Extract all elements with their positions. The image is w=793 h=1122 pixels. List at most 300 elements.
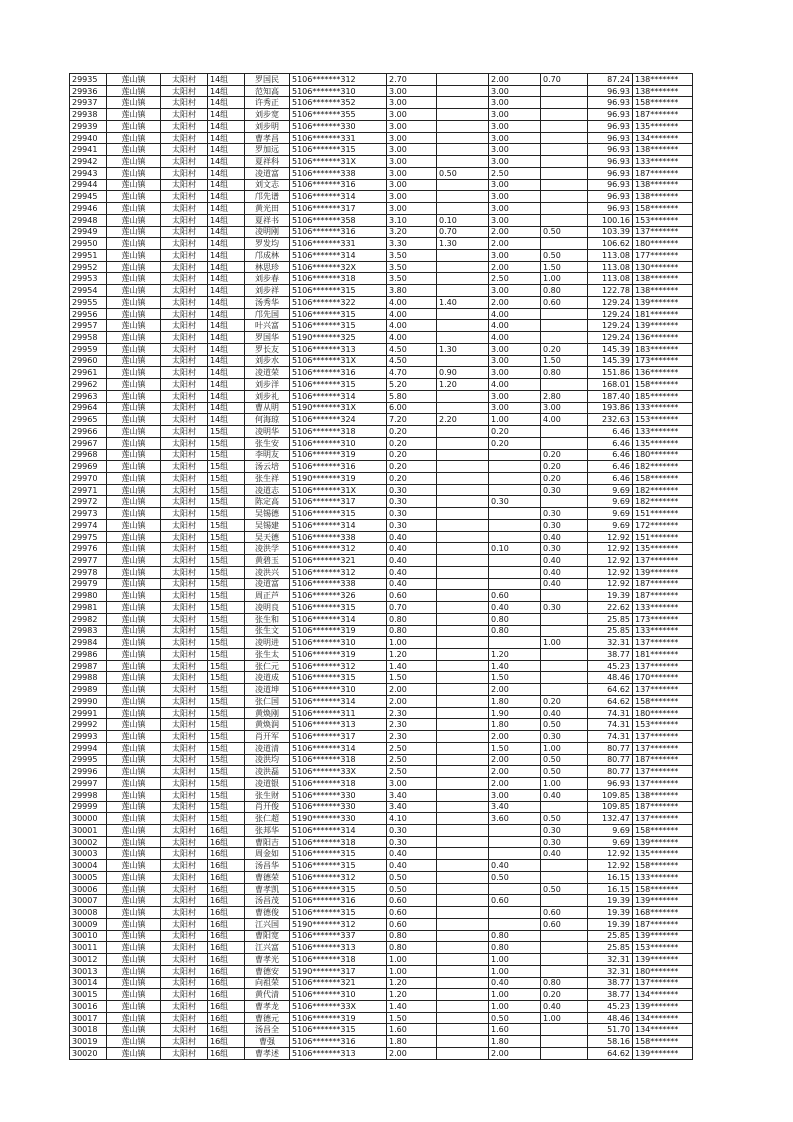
amount-cell: 58.16 <box>588 1036 633 1048</box>
area-c-cell: 0.60 <box>541 918 588 930</box>
town-cell: 莲山镇 <box>107 1001 161 1013</box>
phone-cell: 187******* <box>633 578 693 590</box>
area-a-cell <box>437 402 489 414</box>
town-cell: 莲山镇 <box>107 156 161 168</box>
village-cell: 太阳村 <box>161 484 208 496</box>
record-id-cell: 29953 <box>70 273 107 285</box>
village-cell: 太阳村 <box>161 742 208 754</box>
area-a-cell <box>437 566 489 578</box>
area-c-cell: 0.60 <box>541 296 588 308</box>
amount-cell: 96.93 <box>588 132 633 144</box>
phone-cell: 138******* <box>633 789 693 801</box>
name-cell: 凌道银 <box>245 778 290 790</box>
id-number-cell: 5106*******314 <box>290 613 387 625</box>
phone-cell: 185******* <box>633 390 693 402</box>
town-cell: 莲山镇 <box>107 132 161 144</box>
group-cell: 14组 <box>208 179 245 191</box>
area-a-cell <box>437 285 489 297</box>
area-a-cell <box>437 625 489 637</box>
area-b-cell: 1.40 <box>489 660 541 672</box>
table-row <box>70 742 693 754</box>
record-id-cell: 30001 <box>70 825 107 837</box>
area-b-cell: 2.00 <box>489 1047 541 1059</box>
amount-cell: 80.77 <box>588 742 633 754</box>
id-number-cell: 5106*******324 <box>290 414 387 426</box>
village-cell: 太阳村 <box>161 519 208 531</box>
area-a-cell <box>437 472 489 484</box>
area-b-cell: 1.80 <box>489 719 541 731</box>
village-cell: 太阳村 <box>161 402 208 414</box>
area-c-cell <box>541 684 588 696</box>
id-number-cell: 5106*******311 <box>290 707 387 719</box>
town-cell: 莲山镇 <box>107 120 161 132</box>
data-table <box>69 73 693 1060</box>
phone-cell: 187******* <box>633 801 693 813</box>
area-b-cell: 0.10 <box>489 543 541 555</box>
table-row <box>70 860 693 872</box>
town-cell: 莲山镇 <box>107 695 161 707</box>
id-number-cell: 5106*******315 <box>290 860 387 872</box>
amount-cell: 16.15 <box>588 871 633 883</box>
id-number-cell: 5106*******33X <box>290 766 387 778</box>
area-b-cell <box>489 825 541 837</box>
town-cell: 莲山镇 <box>107 566 161 578</box>
record-id-cell: 30017 <box>70 1012 107 1024</box>
village-cell: 太阳村 <box>161 203 208 215</box>
town-cell: 莲山镇 <box>107 871 161 883</box>
town-cell: 莲山镇 <box>107 813 161 825</box>
group-cell: 14组 <box>208 261 245 273</box>
total-area-cell: 3.00 <box>387 203 437 215</box>
area-a-cell: 0.70 <box>437 226 489 238</box>
area-c-cell: 0.50 <box>541 754 588 766</box>
group-cell: 14组 <box>208 144 245 156</box>
area-c-cell: 0.30 <box>541 519 588 531</box>
phone-cell: 180******* <box>633 238 693 250</box>
group-cell: 14组 <box>208 343 245 355</box>
table-row <box>70 285 693 297</box>
id-number-cell: 5106*******316 <box>290 895 387 907</box>
area-a-cell <box>437 742 489 754</box>
name-cell: 凌洪兴 <box>245 566 290 578</box>
area-c-cell: 0.50 <box>541 766 588 778</box>
area-c-cell <box>541 120 588 132</box>
area-b-cell: 3.00 <box>489 191 541 203</box>
village-cell: 太阳村 <box>161 238 208 250</box>
table-row <box>70 144 693 156</box>
record-id-cell: 29979 <box>70 578 107 590</box>
village-cell: 太阳村 <box>161 531 208 543</box>
group-cell: 14组 <box>208 226 245 238</box>
id-number-cell: 5106*******338 <box>290 578 387 590</box>
area-c-cell <box>541 191 588 203</box>
total-area-cell: 0.70 <box>387 602 437 614</box>
area-b-cell <box>489 918 541 930</box>
area-c-cell <box>541 801 588 813</box>
town-cell: 莲山镇 <box>107 965 161 977</box>
group-cell: 16组 <box>208 836 245 848</box>
area-c-cell: 0.60 <box>541 907 588 919</box>
amount-cell: 129.24 <box>588 320 633 332</box>
table-row <box>70 461 693 473</box>
area-b-cell: 2.00 <box>489 238 541 250</box>
area-c-cell: 3.00 <box>541 402 588 414</box>
area-a-cell <box>437 484 489 496</box>
record-id-cell: 29976 <box>70 543 107 555</box>
town-cell: 莲山镇 <box>107 461 161 473</box>
table-row <box>70 766 693 778</box>
id-number-cell: 5106*******315 <box>290 308 387 320</box>
phone-cell: 158******* <box>633 883 693 895</box>
id-number-cell: 5190*******312 <box>290 918 387 930</box>
amount-cell: 32.31 <box>588 637 633 649</box>
group-cell: 16组 <box>208 895 245 907</box>
name-cell: 凌明良 <box>245 602 290 614</box>
town-cell: 莲山镇 <box>107 273 161 285</box>
village-cell: 太阳村 <box>161 625 208 637</box>
total-area-cell: 4.50 <box>387 355 437 367</box>
amount-cell: 129.24 <box>588 308 633 320</box>
village-cell: 太阳村 <box>161 954 208 966</box>
phone-cell: 158******* <box>633 860 693 872</box>
group-cell: 16组 <box>208 965 245 977</box>
name-cell: 黄焕刚 <box>245 707 290 719</box>
area-b-cell: 1.00 <box>489 954 541 966</box>
amount-cell: 64.62 <box>588 1047 633 1059</box>
group-cell: 16组 <box>208 1047 245 1059</box>
phone-cell: 138******* <box>633 273 693 285</box>
id-number-cell: 5106*******318 <box>290 426 387 438</box>
record-id-cell: 29981 <box>70 602 107 614</box>
town-cell: 莲山镇 <box>107 426 161 438</box>
area-c-cell: 0.50 <box>541 883 588 895</box>
amount-cell: 109.85 <box>588 801 633 813</box>
phone-cell: 138******* <box>633 74 693 86</box>
name-cell: 夏祥书 <box>245 214 290 226</box>
amount-cell: 19.39 <box>588 907 633 919</box>
amount-cell: 145.39 <box>588 343 633 355</box>
record-id-cell: 30000 <box>70 813 107 825</box>
area-c-cell <box>541 871 588 883</box>
village-cell: 太阳村 <box>161 731 208 743</box>
record-id-cell: 29975 <box>70 531 107 543</box>
total-area-cell: 4.00 <box>387 332 437 344</box>
area-c-cell <box>541 437 588 449</box>
town-cell: 莲山镇 <box>107 613 161 625</box>
total-area-cell: 4.70 <box>387 367 437 379</box>
total-area-cell: 1.20 <box>387 977 437 989</box>
group-cell: 15组 <box>208 766 245 778</box>
record-id-cell: 30018 <box>70 1024 107 1036</box>
area-a-cell <box>437 883 489 895</box>
name-cell: 罗国华 <box>245 332 290 344</box>
amount-cell: 64.62 <box>588 684 633 696</box>
phone-cell: 153******* <box>633 414 693 426</box>
phone-cell: 134******* <box>633 1012 693 1024</box>
total-area-cell: 3.40 <box>387 789 437 801</box>
id-number-cell: 5106*******31X <box>290 484 387 496</box>
record-id-cell: 29942 <box>70 156 107 168</box>
village-cell: 太阳村 <box>161 836 208 848</box>
table-row <box>70 836 693 848</box>
phone-cell: 137******* <box>633 766 693 778</box>
area-b-cell <box>489 907 541 919</box>
total-area-cell: 0.30 <box>387 825 437 837</box>
name-cell: 李明友 <box>245 449 290 461</box>
amount-cell: 32.31 <box>588 954 633 966</box>
amount-cell: 19.39 <box>588 590 633 602</box>
area-c-cell <box>541 930 588 942</box>
name-cell: 曹强 <box>245 1036 290 1048</box>
table-row <box>70 484 693 496</box>
table-row <box>70 1012 693 1024</box>
area-a-cell <box>437 74 489 86</box>
group-cell: 15组 <box>208 602 245 614</box>
area-b-cell: 0.30 <box>489 496 541 508</box>
village-cell: 太阳村 <box>161 261 208 273</box>
name-cell: 凌明刚 <box>245 226 290 238</box>
amount-cell: 9.69 <box>588 519 633 531</box>
table-row <box>70 719 693 731</box>
area-c-cell: 0.80 <box>541 977 588 989</box>
record-id-cell: 29992 <box>70 719 107 731</box>
area-c-cell: 0.20 <box>541 343 588 355</box>
area-b-cell <box>489 883 541 895</box>
id-number-cell: 5106*******358 <box>290 214 387 226</box>
area-c-cell <box>541 672 588 684</box>
total-area-cell: 1.60 <box>387 1024 437 1036</box>
area-b-cell <box>489 555 541 567</box>
group-cell: 15组 <box>208 742 245 754</box>
phone-cell: 182******* <box>633 496 693 508</box>
name-cell: 曹孝昌 <box>245 132 290 144</box>
table-row <box>70 74 693 86</box>
area-b-cell: 0.80 <box>489 942 541 954</box>
area-a-cell <box>437 801 489 813</box>
area-c-cell <box>541 426 588 438</box>
table-row <box>70 895 693 907</box>
table-row <box>70 343 693 355</box>
area-a-cell <box>437 778 489 790</box>
village-cell: 太阳村 <box>161 308 208 320</box>
total-area-cell: 3.50 <box>387 273 437 285</box>
id-number-cell: 5106*******314 <box>290 191 387 203</box>
total-area-cell: 0.40 <box>387 848 437 860</box>
table-row <box>70 660 693 672</box>
name-cell: 邝成林 <box>245 250 290 262</box>
total-area-cell: 0.80 <box>387 613 437 625</box>
area-b-cell: 1.00 <box>489 965 541 977</box>
group-cell: 15组 <box>208 660 245 672</box>
record-id-cell: 30004 <box>70 860 107 872</box>
town-cell: 莲山镇 <box>107 343 161 355</box>
area-a-cell <box>437 97 489 109</box>
table-row <box>70 625 693 637</box>
area-c-cell: 0.50 <box>541 250 588 262</box>
total-area-cell: 2.50 <box>387 766 437 778</box>
record-id-cell: 29995 <box>70 754 107 766</box>
record-id-cell: 29957 <box>70 320 107 332</box>
area-a-cell <box>437 332 489 344</box>
area-c-cell <box>541 156 588 168</box>
name-cell: 汤秀华 <box>245 296 290 308</box>
town-cell: 莲山镇 <box>107 414 161 426</box>
table-row <box>70 250 693 262</box>
total-area-cell: 0.40 <box>387 578 437 590</box>
phone-cell: 134******* <box>633 1024 693 1036</box>
area-a-cell <box>437 531 489 543</box>
village-cell: 太阳村 <box>161 472 208 484</box>
table-row <box>70 508 693 520</box>
total-area-cell: 0.60 <box>387 895 437 907</box>
area-b-cell: 1.50 <box>489 742 541 754</box>
area-c-cell <box>541 648 588 660</box>
amount-cell: 12.92 <box>588 531 633 543</box>
table-row <box>70 590 693 602</box>
phone-cell: 173******* <box>633 613 693 625</box>
record-id-cell: 29951 <box>70 250 107 262</box>
record-id-cell: 29993 <box>70 731 107 743</box>
name-cell: 罗加远 <box>245 144 290 156</box>
village-cell: 太阳村 <box>161 684 208 696</box>
town-cell: 莲山镇 <box>107 778 161 790</box>
town-cell: 莲山镇 <box>107 860 161 872</box>
name-cell: 凌道富 <box>245 578 290 590</box>
id-number-cell: 5190*******31X <box>290 402 387 414</box>
town-cell: 莲山镇 <box>107 825 161 837</box>
total-area-cell: 0.50 <box>387 871 437 883</box>
area-c-cell: 4.00 <box>541 414 588 426</box>
amount-cell: 9.69 <box>588 508 633 520</box>
total-area-cell: 1.20 <box>387 648 437 660</box>
name-cell: 吴天德 <box>245 531 290 543</box>
area-a-cell <box>437 789 489 801</box>
record-id-cell: 29945 <box>70 191 107 203</box>
area-c-cell <box>541 144 588 156</box>
area-a-cell <box>437 1047 489 1059</box>
record-id-cell: 29950 <box>70 238 107 250</box>
group-cell: 14组 <box>208 296 245 308</box>
total-area-cell: 0.20 <box>387 449 437 461</box>
amount-cell: 96.93 <box>588 191 633 203</box>
phone-cell: 180******* <box>633 707 693 719</box>
total-area-cell: 0.80 <box>387 930 437 942</box>
name-cell: 黄光田 <box>245 203 290 215</box>
phone-cell: 181******* <box>633 308 693 320</box>
total-area-cell: 4.00 <box>387 320 437 332</box>
table-row <box>70 602 693 614</box>
total-area-cell: 0.60 <box>387 907 437 919</box>
area-c-cell: 0.20 <box>541 989 588 1001</box>
village-cell: 太阳村 <box>161 132 208 144</box>
group-cell: 14组 <box>208 132 245 144</box>
name-cell: 刘步洋 <box>245 379 290 391</box>
amount-cell: 113.08 <box>588 273 633 285</box>
area-a-cell <box>437 648 489 660</box>
id-number-cell: 5106*******315 <box>290 883 387 895</box>
phone-cell: 139******* <box>633 954 693 966</box>
table-row <box>70 273 693 285</box>
group-cell: 14组 <box>208 379 245 391</box>
town-cell: 莲山镇 <box>107 672 161 684</box>
amount-cell: 96.93 <box>588 85 633 97</box>
area-b-cell: 1.20 <box>489 648 541 660</box>
area-a-cell: 0.90 <box>437 367 489 379</box>
area-c-cell: 0.30 <box>541 731 588 743</box>
total-area-cell: 0.80 <box>387 942 437 954</box>
town-cell: 莲山镇 <box>107 625 161 637</box>
area-c-cell: 0.40 <box>541 566 588 578</box>
name-cell: 曹从明 <box>245 402 290 414</box>
total-area-cell: 1.00 <box>387 965 437 977</box>
town-cell: 莲山镇 <box>107 167 161 179</box>
area-c-cell: 0.80 <box>541 285 588 297</box>
village-cell: 太阳村 <box>161 848 208 860</box>
area-c-cell <box>541 97 588 109</box>
amount-cell: 12.92 <box>588 555 633 567</box>
town-cell: 莲山镇 <box>107 918 161 930</box>
area-a-cell <box>437 836 489 848</box>
record-id-cell: 29973 <box>70 508 107 520</box>
area-c-cell <box>541 954 588 966</box>
id-number-cell: 5106*******310 <box>290 684 387 696</box>
table-row <box>70 414 693 426</box>
record-id-cell: 29986 <box>70 648 107 660</box>
group-cell: 16组 <box>208 989 245 1001</box>
village-cell: 太阳村 <box>161 613 208 625</box>
area-b-cell: 0.20 <box>489 437 541 449</box>
town-cell: 莲山镇 <box>107 203 161 215</box>
group-cell: 14组 <box>208 191 245 203</box>
total-area-cell: 3.10 <box>387 214 437 226</box>
village-cell: 太阳村 <box>161 555 208 567</box>
group-cell: 16组 <box>208 1024 245 1036</box>
phone-cell: 138******* <box>633 144 693 156</box>
name-cell: 曹德俊 <box>245 907 290 919</box>
table-row <box>70 390 693 402</box>
total-area-cell: 2.70 <box>387 74 437 86</box>
name-cell: 邝先谱 <box>245 191 290 203</box>
table-row <box>70 883 693 895</box>
village-cell: 太阳村 <box>161 74 208 86</box>
table-row <box>70 789 693 801</box>
amount-cell: 113.08 <box>588 261 633 273</box>
record-id-cell: 29999 <box>70 801 107 813</box>
village-cell: 太阳村 <box>161 390 208 402</box>
area-c-cell <box>541 132 588 144</box>
table-row <box>70 942 693 954</box>
area-c-cell <box>541 214 588 226</box>
total-area-cell: 0.30 <box>387 496 437 508</box>
amount-cell: 9.69 <box>588 496 633 508</box>
total-area-cell: 2.00 <box>387 1047 437 1059</box>
amount-cell: 113.08 <box>588 250 633 262</box>
table-row <box>70 813 693 825</box>
area-b-cell: 3.00 <box>489 144 541 156</box>
name-cell: 肖开军 <box>245 731 290 743</box>
amount-cell: 87.24 <box>588 74 633 86</box>
record-id-cell: 29970 <box>70 472 107 484</box>
name-cell: 曹孝凯 <box>245 883 290 895</box>
record-id-cell: 29974 <box>70 519 107 531</box>
group-cell: 14组 <box>208 414 245 426</box>
area-b-cell: 4.00 <box>489 320 541 332</box>
name-cell: 张仁元 <box>245 660 290 672</box>
record-id-cell: 29960 <box>70 355 107 367</box>
table-row <box>70 472 693 484</box>
phone-cell: 133******* <box>633 426 693 438</box>
group-cell: 16组 <box>208 871 245 883</box>
